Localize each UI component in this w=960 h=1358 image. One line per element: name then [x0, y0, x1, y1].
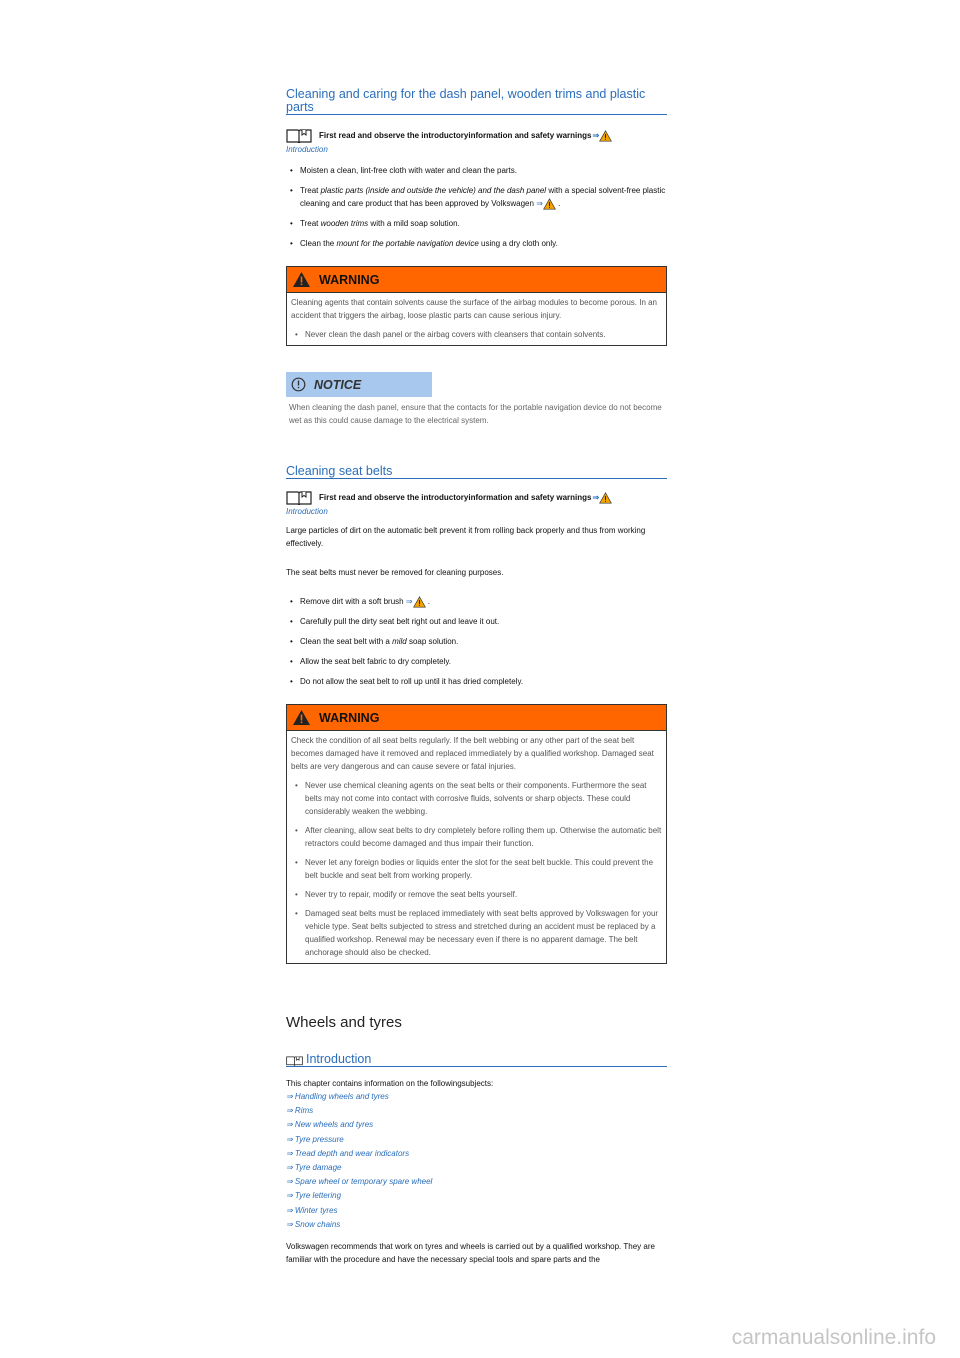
- list-item: • Remove dirt with a soft brush ⇒ .: [286, 595, 667, 608]
- arrow-icon: ⇒: [592, 131, 600, 140]
- topic-link[interactable]: ⇒ Tyre pressure: [286, 1134, 344, 1144]
- subsection-title: Introduction: [286, 1053, 667, 1067]
- arrow-icon: ⇒: [592, 493, 600, 502]
- arrow-icon: ⇒: [405, 597, 413, 606]
- topic-link[interactable]: ⇒ New wheels and tyres: [286, 1120, 374, 1130]
- paragraph: Large particles of dirt on the automatic belt prevent it from rolling back properly and thus from working effectively.: [286, 526, 646, 548]
- notice-box: [286, 372, 667, 431]
- instruction-list: [286, 595, 667, 688]
- warning-header: [287, 705, 666, 731]
- list-item: • After cleaning, allow seat belts to dry completely before rolling them up. Otherwise the automatic belt retractors could become damaged and thus impair their function.: [291, 824, 662, 850]
- topic-link[interactable]: ⇒ Handling wheels and tyres: [286, 1092, 389, 1101]
- warning-header: [287, 267, 666, 293]
- section-dash-panel: [286, 88, 667, 431]
- arrow-icon: ⇒: [536, 199, 543, 208]
- warning-triangle-icon[interactable]: [599, 492, 612, 504]
- chapter-heading: Wheels and tyres: [286, 1014, 402, 1031]
- intro-note-text: First read and observe the introductoryinformation and safety warnings: [319, 493, 592, 502]
- list-item: • Treat plastic parts (inside and outside the vehicle) and the dash panel with a special solvent-free plastic cleaning and care product that has been approved by Volkswagen ⇒ .: [286, 184, 667, 210]
- warning-body: [287, 293, 666, 345]
- topic-link[interactable]: ⇒ Winter tyres: [286, 1205, 338, 1215]
- paragraph: The seat belts must never be removed for cleaning purposes.: [286, 568, 504, 577]
- list-item: • Damaged seat belts must be replaced immediately with seat belts approved by Volkswagen for your vehicle type. Seat belts subjected to stress and stretched during an accident must be replaced by a qualified workshop. Renewal may be necessary even if there is no apparent damage. The belt anchorage should also be checked.: [291, 907, 662, 959]
- warning-triangle-icon[interactable]: [543, 198, 556, 210]
- intro-note: [286, 128, 667, 143]
- intro-link[interactable]: Introduction: [286, 507, 328, 516]
- list-item: • Treat wooden trims with a mild soap solution.: [286, 217, 667, 230]
- watermark: carmanualsonline.info: [731, 1326, 936, 1349]
- warning-text: Cleaning agents that contain solvents cause the surface of the airbag modules to become porous. In an accident that triggers the airbag, loose plastic parts can cause serious injury.: [291, 298, 658, 320]
- list-item: • Allow the seat belt fabric to dry completely.: [286, 655, 667, 668]
- book-icon: [286, 490, 312, 505]
- topic-link[interactable]: ⇒ Snow chains: [286, 1219, 341, 1229]
- section-title: Cleaning seat belts: [286, 465, 667, 479]
- warning-text: Check the condition of all seat belts regularly. If the belt webbing or any other part of the seat belt becomes damaged have it removed and replaced immediately by a qualified workshop. Damaged seat belts are very dangerous and can cause severe or fatal injuries.: [291, 736, 654, 771]
- warning-triangle-icon[interactable]: [599, 130, 612, 142]
- warning-label: WARNING: [319, 710, 380, 725]
- warning-box: [286, 266, 667, 346]
- list-item: • Never use chemical cleaning agents on the seat belts or their components. Furthermore the seat belts may not come into contact with corrosive fluids, solvents or sharp objects. These could considerably weaken the webbing.: [291, 779, 662, 818]
- topic-links: [286, 1090, 667, 1232]
- book-icon: [286, 1055, 303, 1066]
- notice-text: When cleaning the dash panel, ensure that the contacts for the portable navigation device do not become wet as this could cause damage to the electrical system.: [289, 403, 662, 425]
- warning-triangle-icon: [292, 271, 311, 288]
- book-icon: [286, 128, 312, 143]
- list-item: • Never clean the dash panel or the airbag covers with cleansers that contain solvents.: [291, 328, 662, 341]
- warning-box: [286, 704, 667, 964]
- list-item: • Do not allow the seat belt to roll up until it has dried completely.: [286, 675, 667, 688]
- topic-link[interactable]: ⇒ Spare wheel or temporary spare wheel: [286, 1177, 433, 1187]
- notice-label: NOTICE: [314, 377, 362, 392]
- list-item: • Clean the mount for the portable navigation device using a dry cloth only.: [286, 237, 667, 250]
- topic-link[interactable]: ⇒ Tyre damage: [286, 1163, 342, 1173]
- intro-note: [286, 490, 667, 505]
- intro-note-text: First read and observe the introductoryinformation and safety warnings: [319, 131, 592, 140]
- warning-body: [287, 731, 666, 963]
- lead-text: This chapter contains information on the followingsubjects:: [286, 1079, 494, 1088]
- warning-label: WARNING: [319, 272, 380, 287]
- topic-link[interactable]: ⇒ Rims: [286, 1106, 314, 1116]
- warning-list: [291, 328, 662, 341]
- exclamation-circle-icon: [291, 377, 306, 392]
- list-item: • Never let any foreign bodies or liquids enter the slot for the seat belt buckle. This could prevent the belt buckle and seat belt from working properly.: [291, 856, 662, 882]
- list-item: • Moisten a clean, lint-free cloth with water and clean the parts.: [286, 164, 667, 177]
- intro-link[interactable]: Introduction: [286, 145, 328, 154]
- list-item: • Never try to repair, modify or remove the seat belts yourself.: [291, 888, 662, 901]
- instruction-list: [286, 164, 667, 250]
- topic-link[interactable]: ⇒ Tyre lettering: [286, 1191, 342, 1201]
- notice-header: [286, 372, 432, 397]
- topic-link[interactable]: ⇒ Tread depth and wear indicators: [286, 1148, 410, 1158]
- paragraph: Volkswagen recommends that work on tyres and wheels is carried out by a qualified workshop. They are familiar with the procedure and have the necessary special tools and spare parts and the: [286, 1242, 655, 1265]
- warning-triangle-icon[interactable]: [413, 596, 426, 608]
- warning-triangle-icon: [292, 709, 311, 726]
- warning-list: [291, 779, 662, 959]
- list-item: • Carefully pull the dirty seat belt right out and leave it out.: [286, 615, 667, 628]
- section-wheels-tyres: [286, 1014, 667, 1266]
- section-title: Cleaning and caring for the dash panel, wooden trims and plastic parts: [286, 88, 667, 115]
- section-seat-belts: [286, 465, 667, 964]
- list-item: • Clean the seat belt with a mild soap solution.: [286, 635, 667, 648]
